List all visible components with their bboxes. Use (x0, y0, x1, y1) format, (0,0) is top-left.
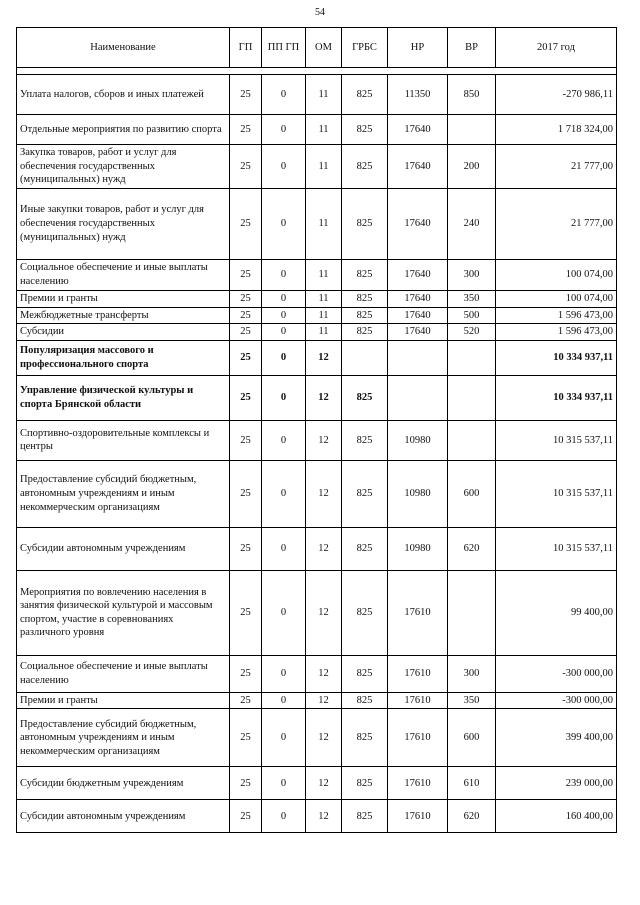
row-vr (448, 340, 496, 375)
row-om: 11 (306, 290, 342, 307)
row-name: Управление физической культуры и спорта Брянской области (17, 375, 230, 420)
row-ppgp: 0 (262, 527, 306, 570)
row-vr: 300 (448, 655, 496, 692)
row-name: Социальное обеспечение и иные выплаты населению (17, 655, 230, 692)
row-om: 11 (306, 259, 342, 290)
row-nr: 10980 (388, 460, 448, 527)
row-ppgp: 0 (262, 324, 306, 341)
row-ppgp: 0 (262, 767, 306, 800)
row-gp: 25 (230, 115, 262, 145)
row-gp: 25 (230, 188, 262, 259)
row-om: 12 (306, 420, 342, 460)
row-grbs: 825 (342, 75, 388, 115)
row-ppgp: 0 (262, 188, 306, 259)
header-separator (17, 68, 617, 75)
row-nr: 17640 (388, 307, 448, 324)
table-row (17, 570, 617, 655)
row-name: Предоставление субсидий бюджетным, автономным учреждениям и иным некоммерческим организациям (17, 709, 230, 767)
row-name: Иные закупки товаров, работ и услуг для обеспечения государственных (муниципальных) нужд (17, 188, 230, 259)
row-amount: 100 074,00 (496, 290, 617, 307)
row-om: 12 (306, 375, 342, 420)
row-vr: 300 (448, 259, 496, 290)
row-amount: 1 596 473,00 (496, 307, 617, 324)
row-grbs: 825 (342, 655, 388, 692)
row-vr (448, 115, 496, 145)
table-row (17, 709, 617, 767)
row-gp: 25 (230, 307, 262, 324)
row-name: Субсидии автономным учреждениям (17, 527, 230, 570)
row-vr: 600 (448, 709, 496, 767)
row-om: 12 (306, 655, 342, 692)
row-name: Межбюджетные трансферты (17, 307, 230, 324)
table-row (17, 188, 617, 259)
row-grbs: 825 (342, 460, 388, 527)
row-name: Социальное обеспечение и иные выплаты населению (17, 259, 230, 290)
page-number: 54 (315, 7, 325, 18)
row-vr (448, 570, 496, 655)
row-grbs: 825 (342, 145, 388, 189)
row-amount: 160 400,00 (496, 800, 617, 833)
row-nr: 17640 (388, 259, 448, 290)
row-grbs: 825 (342, 800, 388, 833)
row-ppgp: 0 (262, 375, 306, 420)
row-ppgp: 0 (262, 75, 306, 115)
row-gp: 25 (230, 375, 262, 420)
row-gp: 25 (230, 527, 262, 570)
row-ppgp: 0 (262, 420, 306, 460)
row-vr: 240 (448, 188, 496, 259)
row-vr: 600 (448, 460, 496, 527)
row-amount: -300 000,00 (496, 655, 617, 692)
row-amount: 21 777,00 (496, 188, 617, 259)
row-om: 12 (306, 800, 342, 833)
row-grbs: 825 (342, 290, 388, 307)
row-nr: 17640 (388, 145, 448, 189)
table-body (17, 75, 617, 833)
row-amount: 239 000,00 (496, 767, 617, 800)
header-om: ОМ (306, 28, 342, 68)
row-gp: 25 (230, 709, 262, 767)
row-grbs: 825 (342, 307, 388, 324)
table-row (17, 340, 617, 375)
row-nr: 17640 (388, 290, 448, 307)
row-om: 12 (306, 460, 342, 527)
row-ppgp: 0 (262, 115, 306, 145)
row-amount: 10 315 537,11 (496, 527, 617, 570)
row-grbs: 825 (342, 259, 388, 290)
row-grbs: 825 (342, 570, 388, 655)
row-vr: 200 (448, 145, 496, 189)
row-gp: 25 (230, 145, 262, 189)
header-vr: ВР (448, 28, 496, 68)
row-ppgp: 0 (262, 460, 306, 527)
row-amount: 10 315 537,11 (496, 420, 617, 460)
row-vr: 610 (448, 767, 496, 800)
table-row (17, 145, 617, 189)
header-year: 2017 год (496, 28, 617, 68)
header-grbs: ГРБС (342, 28, 388, 68)
row-nr: 17610 (388, 800, 448, 833)
row-grbs: 825 (342, 692, 388, 709)
row-om: 11 (306, 188, 342, 259)
row-name: Закупка товаров, работ и услуг для обеспечения государственных (муниципальных) нужд (17, 145, 230, 189)
header-ppgp: ПП ГП (262, 28, 306, 68)
row-nr: 11350 (388, 75, 448, 115)
row-gp: 25 (230, 75, 262, 115)
row-ppgp: 0 (262, 340, 306, 375)
row-om: 12 (306, 340, 342, 375)
row-ppgp: 0 (262, 709, 306, 767)
row-nr: 17640 (388, 324, 448, 341)
row-grbs: 825 (342, 188, 388, 259)
row-nr: 10980 (388, 527, 448, 570)
row-gp: 25 (230, 340, 262, 375)
row-nr (388, 340, 448, 375)
row-vr (448, 375, 496, 420)
table-row (17, 375, 617, 420)
row-gp: 25 (230, 259, 262, 290)
row-gp: 25 (230, 324, 262, 341)
table-row (17, 259, 617, 290)
row-ppgp: 0 (262, 290, 306, 307)
row-ppgp: 0 (262, 800, 306, 833)
table-row (17, 655, 617, 692)
row-amount: 1 596 473,00 (496, 324, 617, 341)
row-amount: -300 000,00 (496, 692, 617, 709)
row-grbs: 825 (342, 709, 388, 767)
row-om: 11 (306, 75, 342, 115)
row-grbs: 825 (342, 375, 388, 420)
row-om: 12 (306, 709, 342, 767)
row-amount: 1 718 324,00 (496, 115, 617, 145)
row-vr (448, 420, 496, 460)
table-row (17, 692, 617, 709)
row-grbs: 825 (342, 767, 388, 800)
row-amount: 10 334 937,11 (496, 375, 617, 420)
row-amount: 10 315 537,11 (496, 460, 617, 527)
row-vr: 520 (448, 324, 496, 341)
row-vr: 620 (448, 527, 496, 570)
row-gp: 25 (230, 290, 262, 307)
row-gp: 25 (230, 767, 262, 800)
table-row (17, 75, 617, 115)
row-ppgp: 0 (262, 259, 306, 290)
row-nr: 17610 (388, 570, 448, 655)
row-grbs: 825 (342, 115, 388, 145)
row-amount: 99 400,00 (496, 570, 617, 655)
row-gp: 25 (230, 460, 262, 527)
row-nr: 17610 (388, 655, 448, 692)
row-nr: 17610 (388, 692, 448, 709)
row-om: 11 (306, 115, 342, 145)
row-nr: 17640 (388, 115, 448, 145)
row-amount: 100 074,00 (496, 259, 617, 290)
row-gp: 25 (230, 420, 262, 460)
row-amount: 399 400,00 (496, 709, 617, 767)
row-ppgp: 0 (262, 145, 306, 189)
row-grbs (342, 340, 388, 375)
row-vr: 500 (448, 307, 496, 324)
row-gp: 25 (230, 570, 262, 655)
header-gp: ГП (230, 28, 262, 68)
row-name: Предоставление субсидий бюджетным, автономным учреждениям и иным некоммерческим организациям (17, 460, 230, 527)
budget-table (16, 27, 617, 833)
row-ppgp: 0 (262, 570, 306, 655)
table-row (17, 527, 617, 570)
table-header-row (17, 28, 617, 68)
header-nr: НР (388, 28, 448, 68)
row-gp: 25 (230, 655, 262, 692)
row-om: 11 (306, 145, 342, 189)
table-row (17, 307, 617, 324)
row-nr (388, 375, 448, 420)
row-name: Субсидии автономным учреждениям (17, 800, 230, 833)
row-amount: -270 986,11 (496, 75, 617, 115)
row-gp: 25 (230, 692, 262, 709)
row-name: Мероприятия по вовлечению населения в занятия физической культурой и массовым спортом, участие в соревнованиях различного уровня (17, 570, 230, 655)
row-grbs: 825 (342, 420, 388, 460)
table-row (17, 767, 617, 800)
table-row (17, 290, 617, 307)
row-grbs: 825 (342, 527, 388, 570)
row-om: 11 (306, 307, 342, 324)
row-name: Субсидии бюджетным учреждениям (17, 767, 230, 800)
row-ppgp: 0 (262, 692, 306, 709)
row-name: Премии и гранты (17, 692, 230, 709)
row-om: 12 (306, 527, 342, 570)
row-vr: 620 (448, 800, 496, 833)
row-ppgp: 0 (262, 307, 306, 324)
row-amount: 10 334 937,11 (496, 340, 617, 375)
row-nr: 17610 (388, 709, 448, 767)
row-om: 12 (306, 692, 342, 709)
row-name: Отдельные мероприятия по развитию спорта (17, 115, 230, 145)
row-name: Популяризация массового и профессионального спорта (17, 340, 230, 375)
row-nr: 10980 (388, 420, 448, 460)
row-om: 12 (306, 767, 342, 800)
table-row (17, 460, 617, 527)
table-row (17, 420, 617, 460)
header-name: Наименование (17, 28, 230, 68)
row-name: Спортивно-оздоровительные комплексы и центры (17, 420, 230, 460)
row-vr: 350 (448, 290, 496, 307)
row-gp: 25 (230, 800, 262, 833)
row-nr: 17610 (388, 767, 448, 800)
row-name: Субсидии (17, 324, 230, 341)
table-row (17, 800, 617, 833)
row-om: 11 (306, 324, 342, 341)
row-grbs: 825 (342, 324, 388, 341)
row-vr: 850 (448, 75, 496, 115)
row-amount: 21 777,00 (496, 145, 617, 189)
row-vr: 350 (448, 692, 496, 709)
row-name: Премии и гранты (17, 290, 230, 307)
row-nr: 17640 (388, 188, 448, 259)
table-row (17, 324, 617, 341)
row-name: Уплата налогов, сборов и иных платежей (17, 75, 230, 115)
row-ppgp: 0 (262, 655, 306, 692)
table-row (17, 115, 617, 145)
row-om: 12 (306, 570, 342, 655)
